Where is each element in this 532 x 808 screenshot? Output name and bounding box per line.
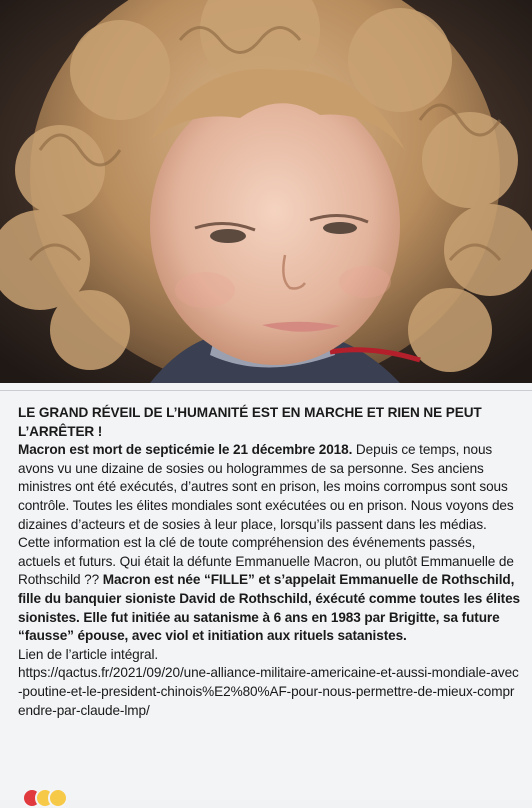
post-text	[18, 404, 520, 720]
post-body-bold: Macron est née “FILLE” et s’appelait Emmanuelle de Rothschild, fille du banquier sioniste David de Rothschild, éxécuté comme toutes les élites sionistes. Elle fut initiée au satanisme à 6 ans en 1983 par Brigitte, sa future “fausse” épouse, avec viol et initiation aux rituels satanistes.	[18, 572, 520, 644]
post-lead-bold: Macron est mort de septicémie le 21 décembre 2018.	[18, 442, 353, 458]
post-article-link[interactable]: https://qactus.fr/2021/09/20/une-alliance-militaire-americaine-et-aussi-mondiale-avec-poutine-et-le-president-chinois%E2%80%AF-pour-nous-permettre-de-mieux-comprendre-par-claude-lmp/	[18, 665, 519, 718]
wow-reaction-icon	[48, 788, 68, 808]
divider	[0, 390, 532, 391]
post-body-text: Depuis ce temps, nous avons vu une dizaine de sosies ou hologrammes de sa personne. Ses anciens ministres ont été exécutés, d’autres sont en prison, les moins corrompus sont sous contrôle. Toutes les élites mondiales sont exécutées ou en prison. Nous voyons des dizaines d’acteurs et de sosies à leur place, lorsqu’ils passent dans les médias. Cette information est la clé de toute compréhension des événements passés, actuels et futurs. Qui était la défunte Emmanuelle Macron, ou plutôt Emmanuelle de Rothschild ??	[18, 442, 514, 588]
post-photo[interactable]	[0, 0, 532, 383]
post-link-label: Lien de l’article intégral.	[18, 646, 159, 662]
post-heading: LE GRAND RÉVEIL DE L’HUMANITÉ EST EN MARCHE ET RIEN NE PEUT L’ARRÊTER !	[18, 405, 482, 439]
child-portrait-image	[0, 0, 532, 383]
post-paragraph	[18, 441, 520, 646]
